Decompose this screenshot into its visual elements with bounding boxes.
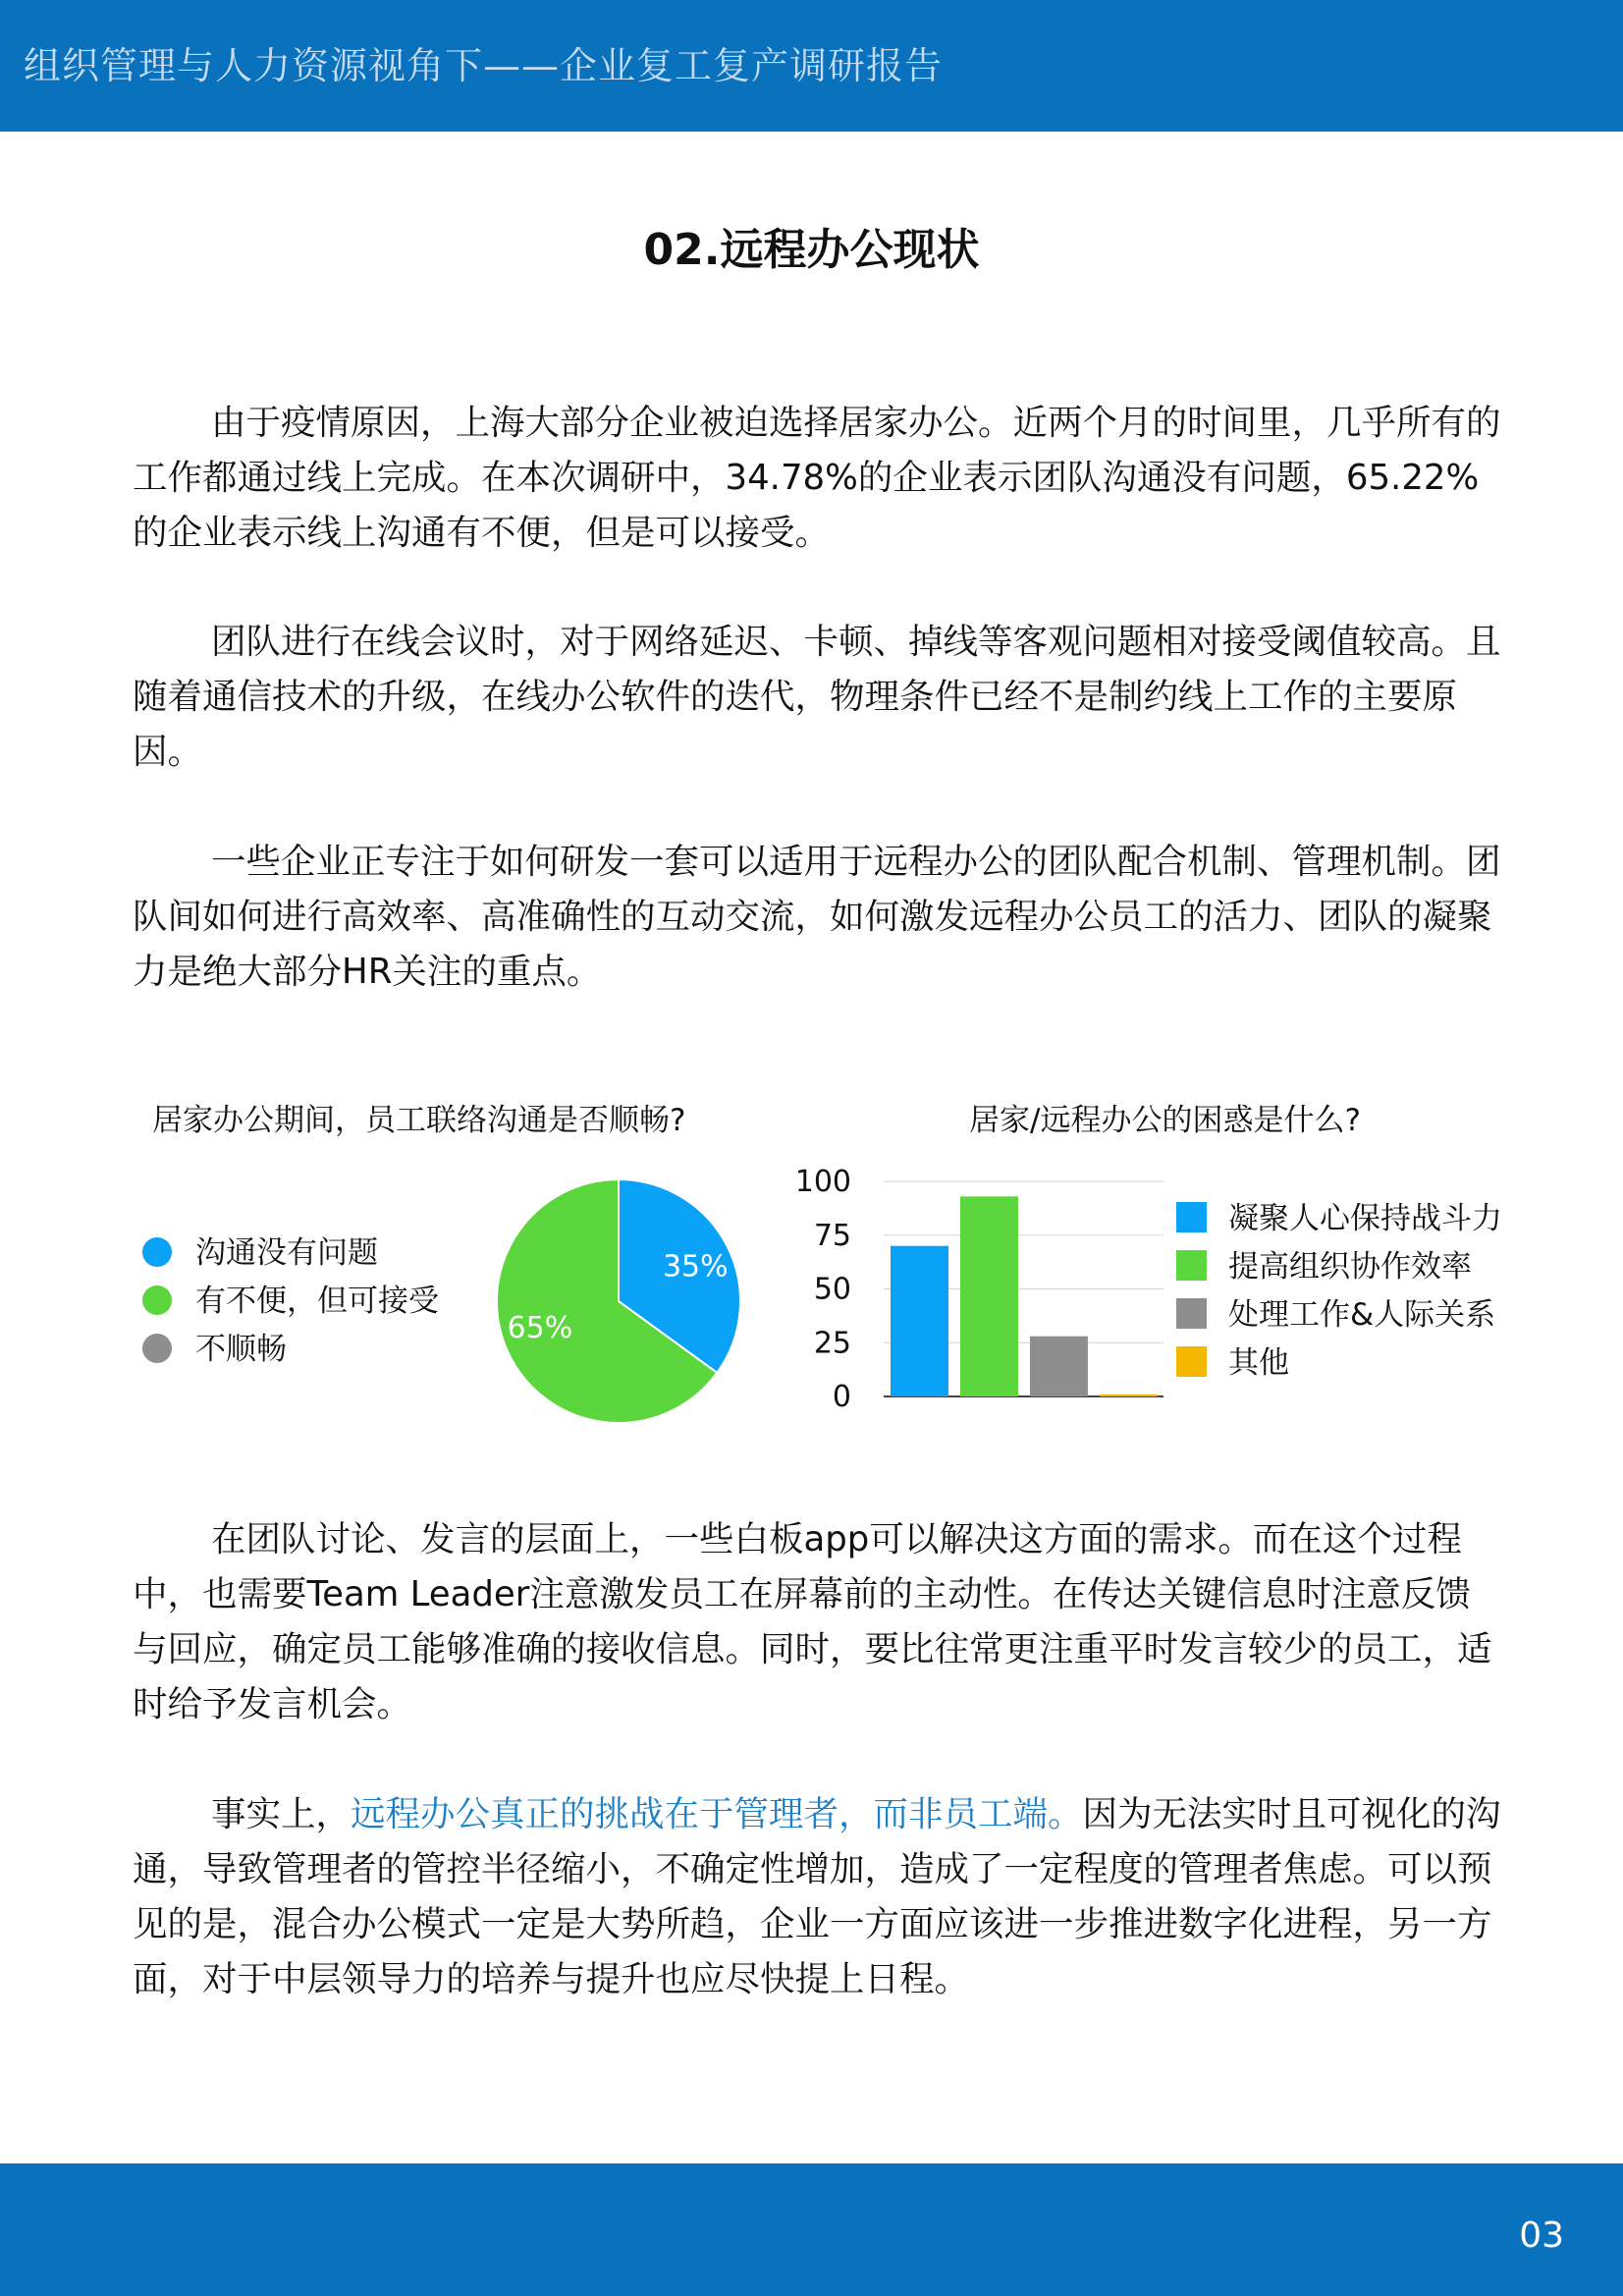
paragraph-5: [133, 1787, 1502, 2007]
bar-chart-title: 居家/远程办公的困惑是什么?: [969, 1103, 1361, 1138]
paragraph-4: 在团队讨论、发言的层面上，一些白板app可以解决这方面的需求。而在这个过程中，也需要Team Leader注意激发员工在屏幕前的主动性。在传达关键信息时注意反馈与回应，确定员工能够准确的接收信息。同时，要比往常更注重平时发言较少的员工，适时给予发言机会。: [133, 1519, 1492, 1724]
y-tick-label: 50: [813, 1272, 851, 1307]
legend-label: 不顺畅: [195, 1332, 287, 1367]
pie-legend-item: [142, 1278, 439, 1326]
pie-data-label: 35%: [662, 1249, 729, 1285]
pie-chart: [491, 1174, 746, 1429]
bar: [960, 1196, 1018, 1396]
y-tick-label: 0: [832, 1380, 851, 1414]
bar-chart: [776, 1164, 1178, 1414]
legend-square-icon: [1176, 1346, 1207, 1377]
bar: [1100, 1394, 1158, 1396]
y-tick-label: 75: [813, 1218, 851, 1253]
legend-square-icon: [1176, 1250, 1207, 1281]
bar-legend: [1176, 1195, 1502, 1388]
legend-dot-icon: [142, 1334, 172, 1363]
bar-legend-item: [1176, 1291, 1502, 1339]
page-number: 03: [1519, 2215, 1564, 2256]
highlighted-statement: 远程办公真正的挑战在于管理者，而非员工端。: [351, 1794, 1083, 1834]
pie-chart-title: 居家办公期间，员工联络沟通是否顺畅?: [152, 1103, 686, 1138]
bar-legend-item: [1176, 1339, 1502, 1388]
legend-label: 其他: [1228, 1345, 1289, 1381]
legend-dot-icon: [142, 1285, 172, 1315]
bar: [891, 1246, 948, 1396]
legend-dot-icon: [142, 1237, 172, 1267]
legend-label: 凝聚人心保持战斗力: [1228, 1201, 1502, 1236]
header-band: [0, 0, 1623, 132]
footer-band: [0, 2163, 1623, 2296]
legend-label: 沟通没有问题: [195, 1235, 378, 1271]
paragraph-1: 由于疫情原因，上海大部分企业被迫选择居家办公。近两个月的时间里，几乎所有的工作都通过线上完成。在本次调研中，34.78%的企业表示团队沟通没有问题，65.22%的企业表示线上沟通有不便，但是可以接受。: [133, 403, 1501, 553]
pie-data-label: 65%: [507, 1310, 573, 1345]
paragraph-2: 团队进行在线会议时，对于网络延迟、卡顿、掉线等客观问题相对接受阈值较高。且随着通信技术的升级，在线办公软件的迭代，物理条件已经不是制约线上工作的主要原因。: [133, 622, 1501, 772]
bar: [1030, 1337, 1088, 1396]
y-tick-label: 100: [794, 1165, 851, 1199]
pie-legend-item: [142, 1230, 439, 1278]
y-tick-label: 25: [813, 1326, 851, 1361]
paragraph-5-end: 因为无法实时且可视化的沟通，导致管理者的管控半径缩小，不确定性增加，造成了一定程度的管理者焦虑。可以预见的是，混合办公模式一定是大势所趋，企业一方面应该进一步推进数字化进程，另一方面，对于中层领导力的培养与提升也应尽快提上日程。: [133, 1794, 1501, 1999]
pie-legend: [142, 1230, 439, 1374]
bar-legend-item: [1176, 1243, 1502, 1291]
legend-square-icon: [1176, 1202, 1207, 1232]
legend-label: 有不便，但可接受: [195, 1284, 439, 1319]
legend-label: 提高组织协作效率: [1228, 1249, 1472, 1285]
pie-legend-item: [142, 1326, 439, 1374]
bar-legend-item: [1176, 1195, 1502, 1243]
paragraph-5-start: 事实上，: [211, 1794, 352, 1834]
paragraph-3: 一些企业正专注于如何研发一套可以适用于远程办公的团队配合机制、管理机制。团队间如何进行高效率、高准确性的互动交流，如何激发远程办公员工的活力、团队的凝聚力是绝大部分HR关注的重点。: [133, 842, 1501, 992]
legend-label: 处理工作&人际关系: [1228, 1297, 1496, 1333]
section-title: 02.远程办公现状: [643, 225, 980, 275]
report-title: 组织管理与人力资源视角下——企业复工复产调研报告: [24, 44, 944, 87]
legend-square-icon: [1176, 1298, 1207, 1329]
